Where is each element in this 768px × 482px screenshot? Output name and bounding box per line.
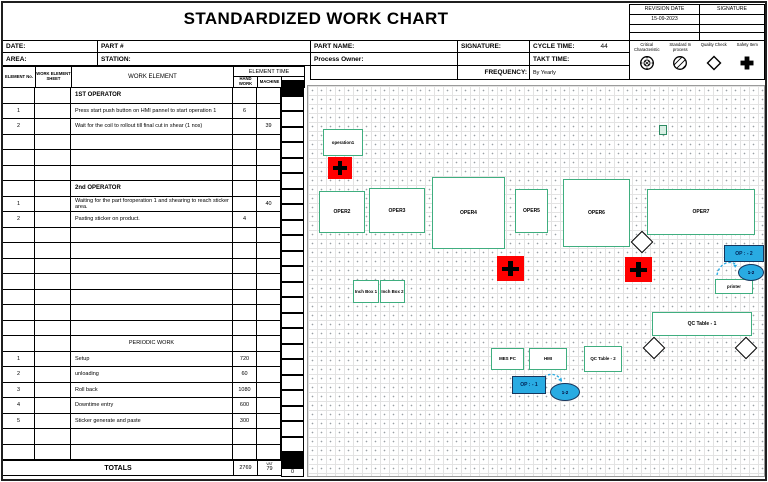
table-row [2,321,281,337]
hand-work-cell[interactable] [233,305,257,321]
work-element-sheet-header-label: WORK ELEMENT SHEET [36,71,71,81]
work-element-sheet-cell[interactable] [35,135,71,151]
station-box[interactable]: OPER3 [369,188,425,233]
walking-cell[interactable] [281,173,304,189]
table-row [2,445,281,461]
element-no-cell[interactable] [2,135,35,151]
work-element-text-cell[interactable]: Pasting sticker on product. [71,212,233,228]
hand-work-cell[interactable] [233,243,257,259]
work-element-text-cell[interactable] [71,243,233,259]
cycle-time-value: 44 [600,43,608,50]
walking-cell[interactable] [281,406,304,422]
element-no-cell[interactable]: 1 [2,197,35,213]
element-no-cell[interactable] [2,305,35,321]
hand-work-cell[interactable] [233,290,257,306]
machine-cell[interactable] [257,166,281,182]
table-row [2,119,281,135]
takt-time-label: TAKT TIME: [533,55,570,63]
revision-date-header-label: REVISION DATE [644,5,685,12]
operator-box[interactable]: OP : - 1 [512,376,546,394]
machine-header [257,76,282,88]
work-element-text-cell[interactable]: 2nd OPERATOR [71,181,233,197]
work-element-sheet-cell[interactable] [35,181,71,197]
hand-work-cell[interactable]: 720 [233,352,257,368]
legend-safety-label: Safety Item [736,42,758,47]
totals-machine-note: VAT [266,462,273,467]
totals-machine-cell [257,460,282,476]
work-element-sheet-cell[interactable] [35,290,71,306]
table-row [2,243,281,259]
work-element-sheet-cell[interactable] [35,228,71,244]
work-element-text-cell[interactable]: Downtime entry [71,398,233,414]
critical-characteristic-icon [638,54,656,72]
work-element-sheet-cell[interactable] [35,88,71,104]
safety-item-mark[interactable] [497,256,524,281]
element-time-header-label: ELEMENT TIME [248,68,290,75]
machine-cell[interactable] [257,88,281,104]
work-element-sheet-cell[interactable] [35,243,71,259]
hand-work-cell[interactable] [233,119,257,135]
station-box[interactable]: Inch Box 2 [380,280,405,303]
element-no-cell[interactable] [2,243,35,259]
work-element-text-cell[interactable]: Waiting for the part foroperation 1 and shearing to reach sticker area. [71,197,233,213]
hand-work-cell[interactable] [233,166,257,182]
walking-cell[interactable] [281,282,304,298]
machine-cell[interactable]: 40 [257,197,281,213]
work-element-text-cell[interactable] [71,445,233,461]
work-element-sheet-cell[interactable] [35,150,71,166]
work-element-text-cell[interactable]: Wait for the coil to rollout till final cut in shear (1 nos) [71,119,233,135]
hand-work-cell[interactable] [233,274,257,290]
walking-cell[interactable] [281,452,304,468]
quality-check-diamond[interactable] [643,337,666,360]
station-box[interactable]: printer [715,279,753,294]
element-no-cell[interactable] [2,88,35,104]
walking-cell[interactable] [281,437,304,453]
symbol-legend [629,40,765,80]
machine-cell[interactable] [257,274,281,290]
machine-cell[interactable] [257,181,281,197]
element-no-cell[interactable]: 1 [2,104,35,120]
page-title: STANDARDIZED WORK CHART [183,9,449,28]
station-box[interactable]: operation1 [323,129,363,156]
element-no-cell[interactable]: 3 [2,383,35,399]
legend-critical-label: Critical Characteristic [633,42,660,52]
machine-cell[interactable] [257,383,281,399]
machine-cell[interactable] [257,321,281,337]
work-element-text-cell[interactable] [71,429,233,445]
legend-quality-check [697,41,731,79]
walking-cell[interactable] [281,421,304,437]
element-no-cell[interactable]: 2 [2,367,35,383]
machine-cell[interactable] [257,336,281,352]
walking-cell[interactable] [281,344,304,360]
station-box[interactable]: QC Table - 2 [584,346,622,372]
legend-quality-label: Quality Check [700,42,727,47]
work-element-sheet-cell[interactable] [35,414,71,430]
work-element-text-cell[interactable] [71,228,233,244]
hand-work-cell[interactable]: 4 [233,212,257,228]
walking-cell[interactable] [281,390,304,406]
station-box[interactable]: OPER6 [563,179,630,247]
walking-cell[interactable] [281,80,304,96]
work-element-sheet-cell[interactable] [35,119,71,135]
hand-work-cell[interactable] [233,445,257,461]
totals-label: TOTALS [104,464,132,472]
work-element-sheet-cell[interactable] [35,274,71,290]
work-element-sheet-cell[interactable] [35,398,71,414]
station-box[interactable]: OPER4 [432,177,505,249]
element-no-cell[interactable] [2,274,35,290]
hand-work-cell[interactable]: 300 [233,414,257,430]
table-row [2,290,281,306]
walking-cell[interactable] [281,142,304,158]
element-no-cell[interactable] [2,336,35,352]
walking-cell[interactable] [281,189,304,205]
work-element-text-cell[interactable]: Sticker generate and paste [71,414,233,430]
element-no-cell[interactable]: 1 [2,352,35,368]
walking-cell[interactable] [281,297,304,313]
machine-cell[interactable] [257,414,281,430]
work-element-sheet-cell[interactable] [35,352,71,368]
table-row [2,197,281,213]
work-element-header [71,66,234,88]
work-element-text-cell[interactable]: Setup [71,352,233,368]
safety-item-mark[interactable] [625,257,652,282]
work-element-text-cell[interactable] [71,305,233,321]
machine-cell[interactable] [257,243,281,259]
layout-diagram [307,85,765,477]
walking-cell[interactable] [281,375,304,391]
machine-cell[interactable] [257,429,281,445]
process-owner-label: Process Owner: [314,55,364,63]
work-element-sheet-cell[interactable] [35,166,71,182]
hand-work-cell[interactable] [233,259,257,275]
work-element-sheet-cell[interactable] [35,197,71,213]
hand-work-cell[interactable] [233,150,257,166]
machine-cell[interactable] [257,228,281,244]
table-row [2,305,281,321]
walking-cell[interactable] [281,235,304,251]
walking-cell[interactable] [281,158,304,174]
work-element-text-cell[interactable] [71,274,233,290]
element-no-cell[interactable] [2,259,35,275]
element-no-cell[interactable] [2,166,35,182]
totals-hand-value: 2769 [239,465,252,471]
table-row [2,429,281,445]
hand-work-cell[interactable] [233,197,257,213]
safety-item-icon [738,54,756,72]
table-row [2,383,281,399]
hand-work-header [233,76,258,88]
station-box[interactable]: MES PC [491,348,524,370]
element-no-cell[interactable] [2,429,35,445]
station-box[interactable]: HMI [529,348,567,370]
table-row [2,104,281,120]
operator-path-ellipse[interactable]: 1-2 [738,264,764,281]
quality-check-diamond[interactable] [735,337,758,360]
machine-cell[interactable] [257,212,281,228]
takt-time-field[interactable] [529,52,630,66]
walking-cell[interactable] [281,220,304,236]
hand-work-cell[interactable] [233,181,257,197]
table-row [2,166,281,182]
table-row [2,212,281,228]
work-element-sheet-header [35,66,72,88]
frequency-field [457,65,530,80]
machine-cell[interactable] [257,290,281,306]
hand-work-cell[interactable] [233,321,257,337]
walking-cell[interactable] [281,328,304,344]
quality-check-icon [705,54,723,72]
station-field[interactable] [97,52,311,66]
work-element-text-cell[interactable] [71,166,233,182]
work-element-sheet-cell[interactable] [35,305,71,321]
machine-header-label: MACHINE [259,78,280,84]
walking-cell[interactable] [281,251,304,267]
work-element-sheet-cell[interactable] [35,445,71,461]
table-row [2,414,281,430]
element-no-cell[interactable]: 5 [2,414,35,430]
frequency-value: By Yearly [533,69,556,76]
hand-work-cell[interactable] [233,336,257,352]
legend-critical-characteristic [630,41,664,79]
station-box[interactable]: OPER2 [319,191,365,233]
work-element-sheet-cell[interactable] [35,104,71,120]
work-element-text-cell[interactable]: 1ST OPERATOR [71,88,233,104]
work-element-text-cell[interactable] [71,150,233,166]
walking-cell[interactable] [281,204,304,220]
station-box[interactable]: QC Table - 1 [652,312,752,336]
walking-cell[interactable] [281,111,304,127]
hand-work-header-label: HAND WORK [238,76,253,86]
work-element-text-cell[interactable]: Roll back [71,383,233,399]
totals-machine-value: 79 [266,466,273,473]
table-row [2,274,281,290]
walking-cell[interactable] [281,127,304,143]
element-no-cell[interactable] [2,321,35,337]
empty-header-cell [310,65,458,80]
table-row [2,398,281,414]
element-no-header-label: ELEMENT No. [5,73,33,79]
process-owner-field[interactable] [310,52,458,66]
hand-work-cell[interactable]: 1080 [233,383,257,399]
part-number-label: PART # [101,43,124,50]
work-element-sheet-cell[interactable] [35,383,71,399]
work-element-text-cell[interactable] [71,290,233,306]
work-element-text-cell[interactable]: unloading [71,367,233,383]
element-no-cell[interactable]: 4 [2,398,35,414]
station-label: STATION: [101,55,131,63]
revision-signature-header-label: SIGNATURE [717,5,747,12]
hand-work-cell[interactable] [233,88,257,104]
element-no-cell[interactable] [2,290,35,306]
area-field[interactable] [2,52,98,66]
work-element-rows [2,88,281,460]
table-row [2,150,281,166]
table-row [2,181,281,197]
totals-hand-cell [233,460,258,476]
legend-safety-item [731,41,765,79]
hand-work-cell[interactable]: 60 [233,367,257,383]
table-row [2,367,281,383]
machine-cell[interactable] [257,150,281,166]
hand-work-cell[interactable] [233,429,257,445]
station-box[interactable]: OPER5 [515,189,548,233]
hand-work-cell[interactable]: 6 [233,104,257,120]
signature-value-cell[interactable] [457,52,530,66]
date-label: DATE: [6,43,26,50]
table-row [2,135,281,151]
operator-path-ellipse[interactable]: 1-2 [550,383,580,401]
work-element-text-cell[interactable] [71,321,233,337]
walking-cell[interactable] [281,96,304,112]
work-element-sheet-cell[interactable] [35,367,71,383]
machine-cell[interactable]: 39 [257,119,281,135]
table-row [2,336,281,352]
element-no-cell[interactable] [2,150,35,166]
machine-cell[interactable] [257,445,281,461]
revision-date-text: 15-09-2023 [651,15,678,22]
machine-cell[interactable] [257,398,281,414]
machine-cell[interactable] [257,367,281,383]
work-element-sheet-cell[interactable] [35,259,71,275]
hand-work-cell[interactable] [233,228,257,244]
work-element-sheet-cell[interactable] [35,336,71,352]
hand-work-cell[interactable] [233,135,257,151]
machine-cell[interactable] [257,259,281,275]
work-element-sheet-cell[interactable] [35,321,71,337]
legend-standard-label: Standard In process [669,42,692,52]
machine-cell[interactable] [257,305,281,321]
small-marker-square[interactable] [659,125,667,135]
work-element-header-label: WORK ELEMENT [128,74,177,80]
element-no-cell[interactable]: 2 [2,212,35,228]
element-no-cell[interactable] [2,228,35,244]
table-row [2,228,281,244]
work-element-sheet-cell[interactable] [35,212,71,228]
signature-label: SIGNATURE: [461,43,501,50]
station-box[interactable]: OPER7 [647,189,755,235]
work-element-text-cell[interactable] [71,259,233,275]
totals-row-label-cell [2,460,234,476]
work-element-text-cell[interactable]: PERIODIC WORK [71,336,233,352]
part-name-label: PART NAME: [314,43,355,50]
work-element-text-cell[interactable] [71,135,233,151]
element-no-cell[interactable]: 2 [2,119,35,135]
element-no-cell[interactable] [2,445,35,461]
walking-cell[interactable] [281,313,304,329]
table-row [2,88,281,104]
walking-cell[interactable] [281,359,304,375]
work-element-text-cell[interactable]: Press start push button on HMI pannel to start operation 1 [71,104,233,120]
station-box[interactable]: Inch Box 1 [353,280,379,303]
walking-cell[interactable] [281,266,304,282]
legend-standard-inprocess [664,41,698,79]
cycle-time-label: CYCLE TIME: [533,43,575,50]
area-label: AREA: [6,55,27,63]
element-no-cell[interactable] [2,181,35,197]
table-row [2,352,281,368]
machine-cell[interactable] [257,135,281,151]
frequency-label: FREQUENCY: [484,69,527,76]
table-row [2,259,281,275]
machine-cell[interactable] [257,352,281,368]
standard-inprocess-icon [671,54,689,72]
element-no-header [2,66,36,88]
frequency-value-cell[interactable] [529,65,630,80]
safety-item-mark[interactable] [328,157,352,179]
work-element-sheet-cell[interactable] [35,429,71,445]
totals-walking-cell: 0 [281,468,304,477]
machine-cell[interactable] [257,104,281,120]
hand-work-cell[interactable]: 600 [233,398,257,414]
operator-box[interactable]: OP : - 2 [724,245,764,262]
